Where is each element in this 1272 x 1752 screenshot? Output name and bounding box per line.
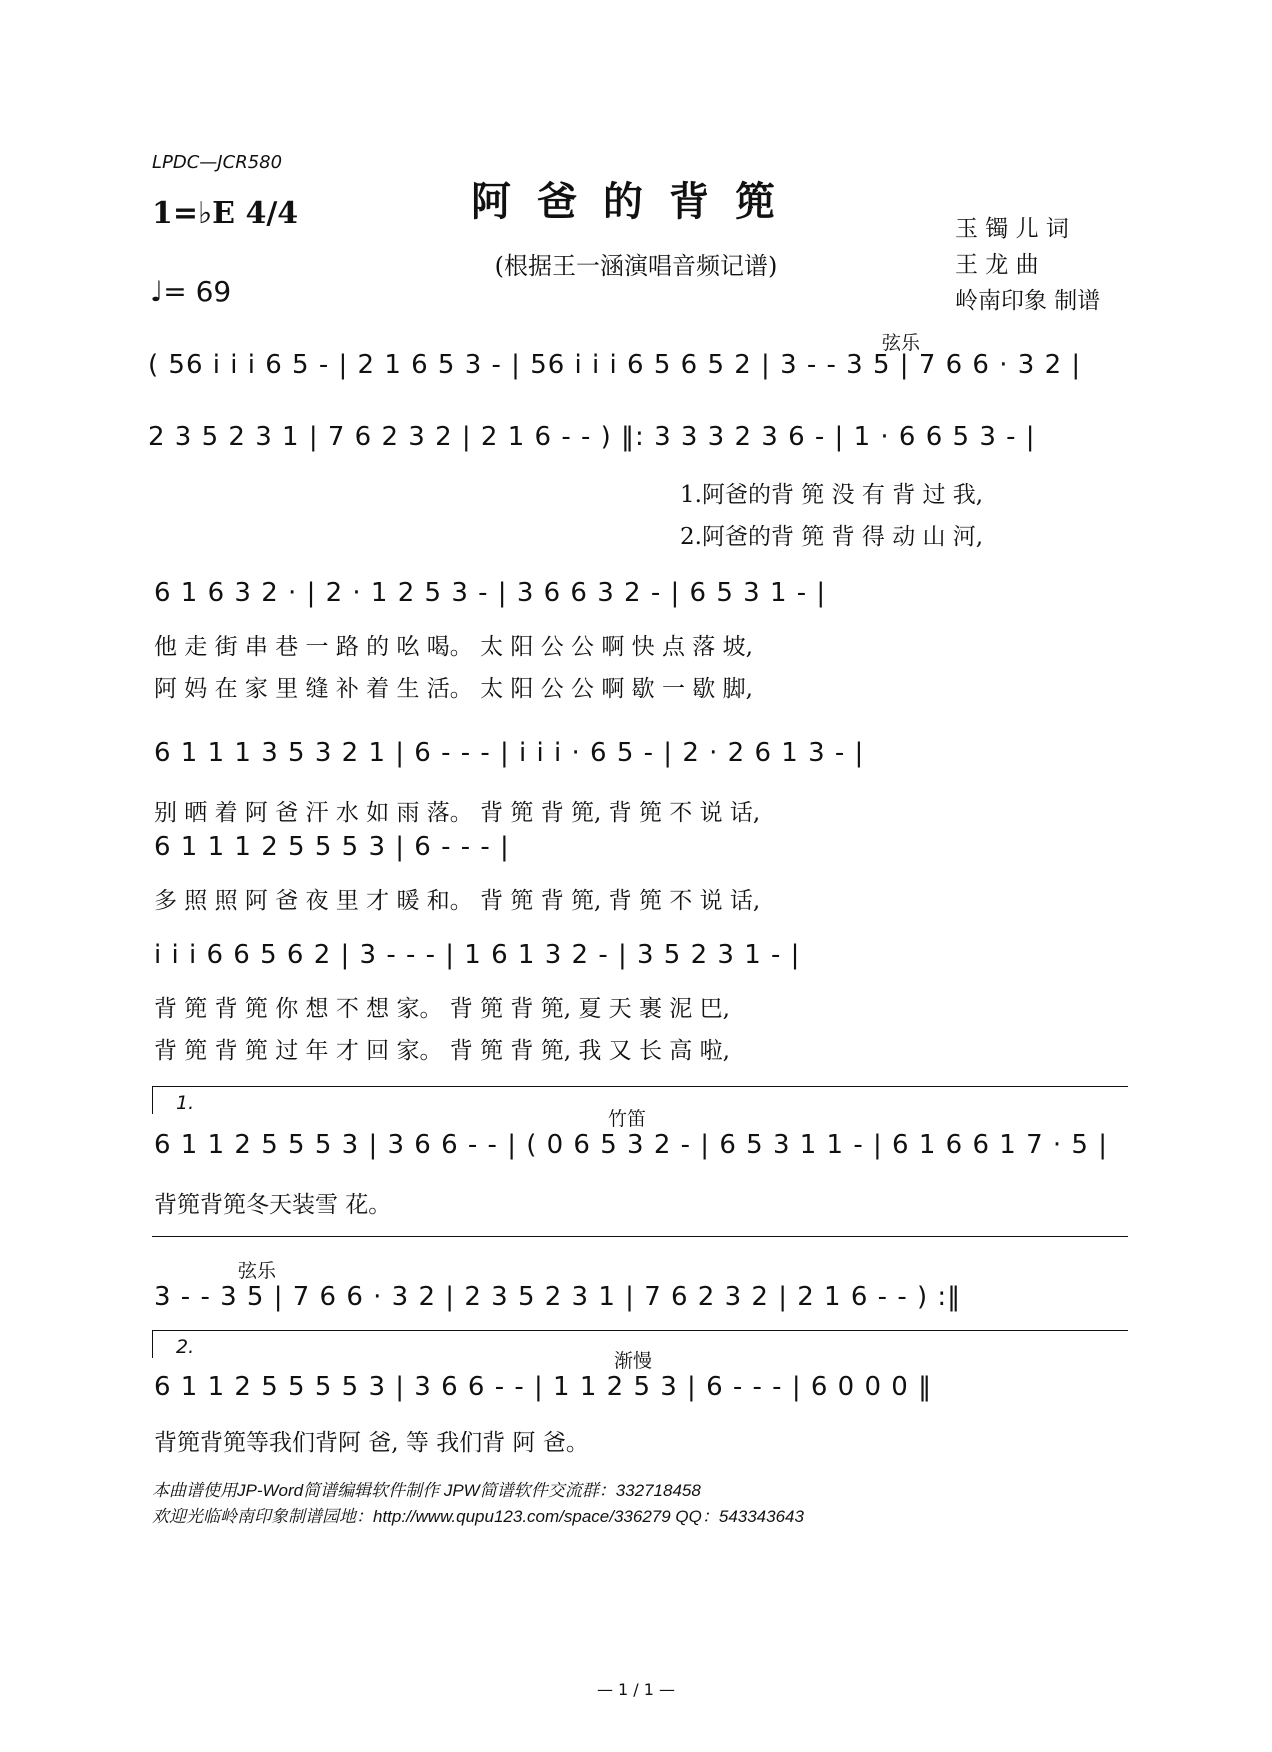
system-3-lyric-1: 他 走 街 串 巷 一 路 的 吆 喝。 太 阳 公 公 啊 快 点 落 坡, [154,634,753,660]
system-9-mark: 渐慢 [614,1350,653,1372]
system-6-notes: i i i 6 6 5 6 2 | 3 - - - | 1 6 1 3 2 - | 3 5 2 3 1 - | [154,940,801,970]
volta-2-left [152,1330,153,1358]
volta-2-label: 2. [176,1336,195,1358]
system-2-lyric-1: 1.阿爸的背 篼 没 有 背 过 我, [680,482,984,508]
system-4-notes: 6 1 1 1 3 5 3 2 1 | 6 - - - | i i i · 6 5 - | 2 · 2 6 1 3 - | [154,738,865,768]
system-7-notes: 6 1 1 2 5 5 5 3 | 3 6 6 - - | ( 0 6 5 3 2 - | 6 5 3 1 1 - | 6 1 6 6 1 7 · 5 | [154,1130,1108,1160]
system-5-notes: 6 1 1 1 2 5 5 5 3 | 6 - - - | [154,832,510,862]
system-3-notes: 6 1 6 3 2 · | 2 · 1 2 5 3 - | 3 6 6 3 2 - | 6 5 3 1 - | [154,578,827,608]
composer-credit: 王 龙 曲 [955,252,1039,278]
tempo-mark: ♩= 69 [150,275,232,308]
system-1-notes: ( 56 i i i 6 5 - | 2 1 6 5 3 - | 56 i i i 6 5 6 5 2 | 3 - - 3 5 | 7 6 6 · 3 2 | [148,350,1082,380]
system-1-mark: 弦乐 [882,332,921,354]
system-4-lyric-1: 别 晒 着 阿 爸 汗 水 如 雨 落。 背 篼 背 篼, 背 篼 不 说 话, [154,800,761,826]
footer-line-1: 本曲谱使用JP-Word简谱编辑软件制作 JPW简谱软件交流群：332718458 [152,1481,701,1500]
volta-1-label: 1. [176,1092,195,1114]
subtitle: (根据王一涵演唱音频记谱) [494,252,778,280]
system-7-lyric-1: 背篼背篼冬天装雪 花。 [154,1192,392,1218]
system-9-notes: 6 1 1 2 5 5 5 5 3 | 3 6 6 - - | 1 1 2 5 3 | 6 - - - | 6 0 0 0 ‖ [154,1372,933,1402]
volta-2-line [152,1330,1128,1331]
system-6-lyric-2: 背 篼 背 篼 过 年 才 回 家。 背 篼 背 篼, 我 又 长 高 啦, [154,1038,730,1064]
page-number: — 1 / 1 — [596,1680,676,1699]
system-2-lyric-2: 2.阿爸的背 篼 背 得 动 山 河, [680,524,984,550]
system-5-lyric-1: 多 照 照 阿 爸 夜 里 才 暖 和。 背 篼 背 篼, 背 篼 不 说 话, [154,888,761,914]
footer-line-2: 欢迎光临岭南印象制谱园地：http://www.qupu123.com/space/336279 QQ：543343643 [152,1507,804,1526]
key-signature: 1=♭E 4/4 [152,196,299,231]
system-3-lyric-2: 阿 妈 在 家 里 缝 补 着 生 活。 太 阳 公 公 啊 歇 一 歇 脚, [154,676,753,702]
system-8-mark: 弦乐 [238,1260,277,1282]
volta-1-left [152,1086,153,1114]
system-8-notes: 3 - - 3 5 | 7 6 6 · 3 2 | 2 3 5 2 3 1 | 7 6 2 3 2 | 2 1 6 - - ) :‖ [154,1282,962,1312]
system-8-line [152,1236,1128,1237]
system-7-mark: 竹笛 [608,1108,647,1130]
system-9-lyric-1: 背篼背篼等我们背阿 爸, 等 我们背 阿 爸。 [154,1430,589,1456]
system-6-lyric-1: 背 篼 背 篼 你 想 不 想 家。 背 篼 背 篼, 夏 天 裹 泥 巴, [154,996,730,1022]
volta-1-line [152,1086,1128,1087]
page-title: 阿爸的背篼 [471,178,801,225]
system-2-notes: 2 3 5 2 3 1 | 7 6 2 3 2 | 2 1 6 - - ) ‖: 3 3 3 2 3 6 - | 1 · 6 6 5 3 - | [148,422,1036,452]
lyricist-credit: 玉 镯 儿 词 [955,216,1069,242]
score-code: LPDC—JCR580 [152,152,283,173]
arranger-credit: 岭南印象 制谱 [955,288,1101,314]
